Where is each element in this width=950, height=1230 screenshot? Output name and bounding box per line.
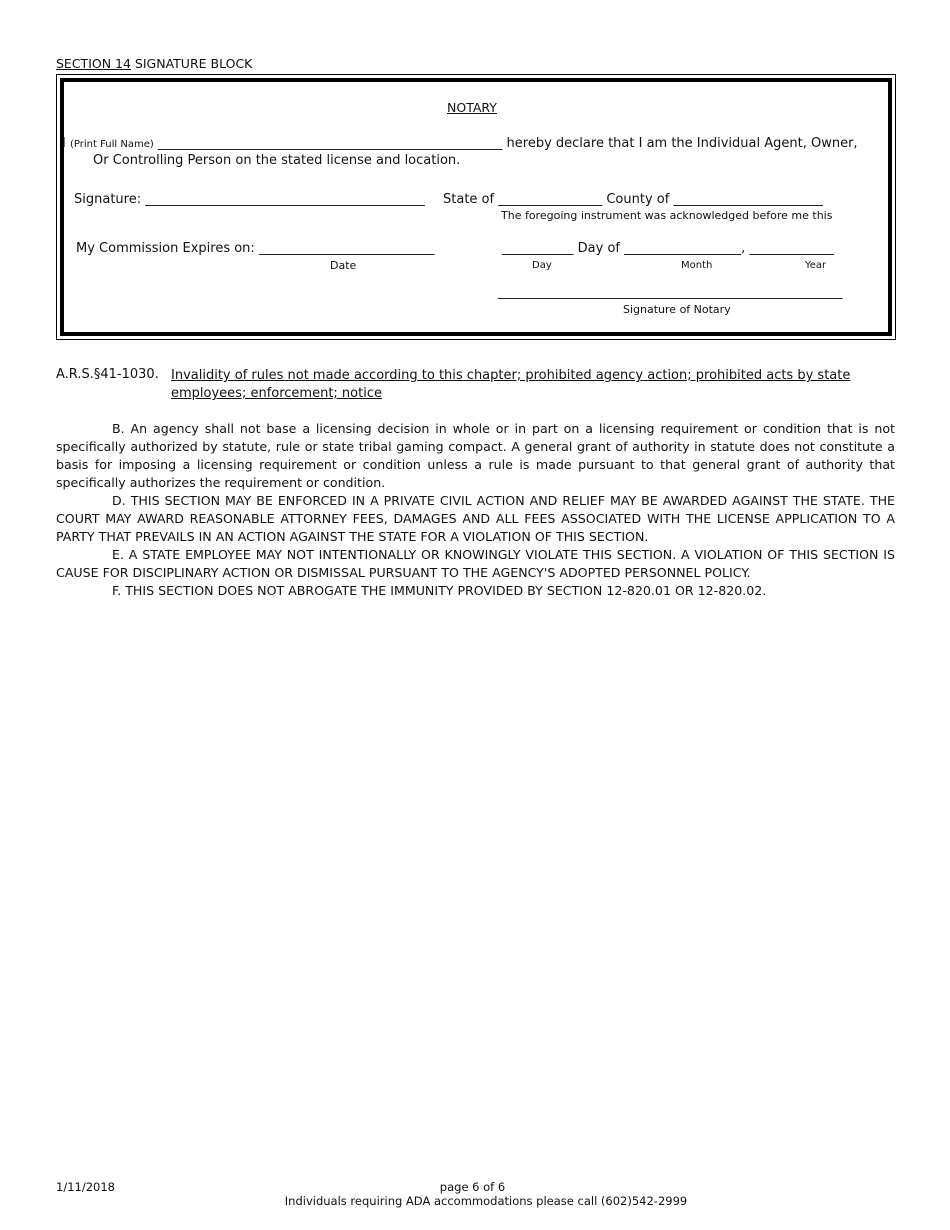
- paragraph-b: B. An agency shall not base a licensing decision in whole or in part on a licensing requirement or condition that is not specifically authorized by statute, rule or state tribal gaming compact. A general grant of authority in statute does not constitute a basis for imposing a licensing requirement or condition unless a rule is made pursuant to that general grant of authority that specifically authorizes the requirement or condition.: [56, 421, 895, 490]
- declaration-line-2: Or Controlling Person on the stated license and location.: [93, 153, 461, 168]
- footer-page-number: page 6 of 6: [439, 1180, 506, 1194]
- state-label: State of: [443, 192, 495, 207]
- statute-body: [56, 420, 895, 600]
- statute-citation: A.R.S.§41-1030.: [56, 367, 159, 382]
- commission-date-field[interactable]: ___________________________: [258, 241, 435, 256]
- county-field[interactable]: _______________________: [673, 192, 823, 207]
- notary-signature-caption: Signature of Notary: [623, 303, 731, 316]
- paragraph-f: F. THIS SECTION DOES NOT ABROGATE THE IMMUNITY PROVIDED BY SECTION 12-820.01 OR 12-820.02.: [112, 583, 767, 598]
- state-field[interactable]: ________________: [498, 192, 603, 207]
- day-field[interactable]: ___________: [502, 241, 574, 256]
- state-county-row: [443, 192, 823, 207]
- day-of-label: Day of: [577, 241, 620, 256]
- declaration-start: I: [62, 136, 66, 151]
- footer-ada-notice: Individuals requiring ADA accommodations please call (602)542-2999: [284, 1194, 688, 1208]
- county-label: County of: [606, 192, 670, 207]
- month-caption: Month: [681, 260, 713, 271]
- year-field[interactable]: _____________: [749, 241, 834, 256]
- print-name-label: (Print Full Name): [69, 139, 154, 150]
- declaration-rest: hereby declare that I am the Individual Agent, Owner,: [506, 136, 858, 151]
- paragraph-d: D. THIS SECTION MAY BE ENFORCED IN A PRIVATE CIVIL ACTION AND RELIEF MAY BE AWARDED AGAINST THE STATE. THE COURT MAY AWARD REASONABLE ATTORNEY FEES, DAMAGES AND ALL FEES ASSOCIATED WITH THE LICENSE APPLICATION TO A PARTY THAT PREVAILS IN AN ACTION AGAINST THE STATE FOR A VIOLATION OF THIS SECTION.: [56, 493, 895, 544]
- section-title: SIGNATURE BLOCK: [130, 56, 253, 71]
- notary-signature-field[interactable]: _____________________________________________________: [498, 285, 843, 300]
- month-field[interactable]: __________________: [624, 241, 742, 256]
- date-caption: Date: [330, 259, 357, 272]
- commission-label: My Commission Expires on:: [76, 241, 255, 256]
- section-number: SECTION 14: [56, 56, 131, 71]
- statute-title: Invalidity of rules not made according to this chapter; prohibited agency action; prohibited acts by state employees; enforcement; notice: [171, 368, 851, 401]
- acknowledged-date-row: ___________ Day of __________________, _____________: [502, 241, 834, 256]
- year-caption: Year: [805, 260, 827, 271]
- signature-label: Signature:: [74, 192, 142, 207]
- notary-title: NOTARY: [447, 100, 497, 115]
- declaration-line: [62, 136, 858, 151]
- notary-inner-border: [60, 78, 892, 336]
- notary-box: [56, 74, 896, 340]
- footer-date: 1/11/2018: [56, 1180, 115, 1194]
- signature-row: [74, 192, 425, 207]
- acknowledged-text: The foregoing instrument was acknowledged before me this: [501, 209, 833, 222]
- paragraph-e: E. A STATE EMPLOYEE MAY NOT INTENTIONALLY OR KNOWINGLY VIOLATE THIS SECTION. A VIOLATION OF THIS SECTION IS CAUSE FOR DISCIPLINARY ACTION OR DISMISSAL PURSUANT TO THE AGENCY'S ADOPTED PERSONNEL POLICY.: [56, 547, 895, 580]
- print-name-field[interactable]: _____________________________________________________: [157, 136, 503, 151]
- day-caption: Day: [532, 260, 552, 271]
- commission-row: [76, 241, 434, 256]
- section-heading: [56, 56, 252, 71]
- signature-field[interactable]: ___________________________________________: [145, 192, 425, 207]
